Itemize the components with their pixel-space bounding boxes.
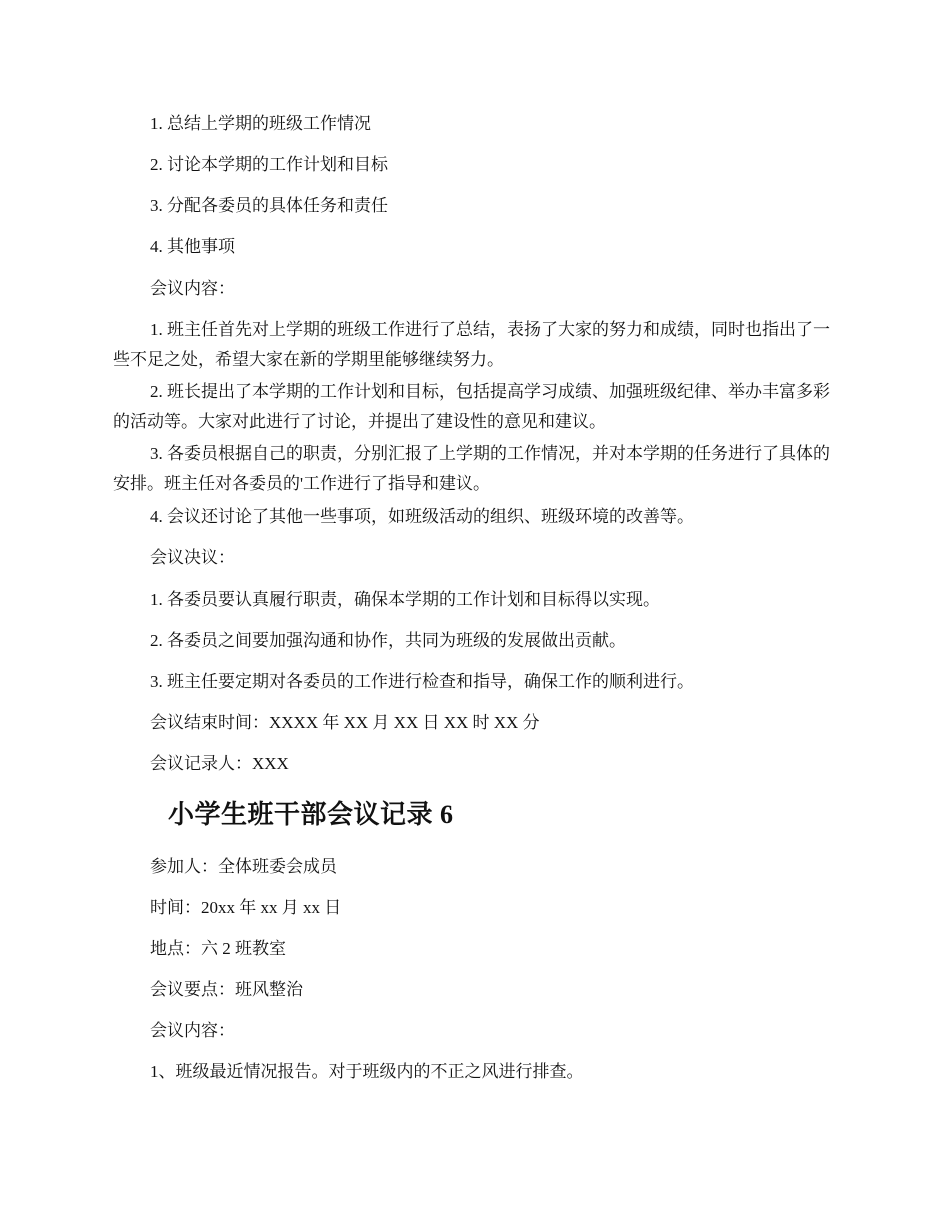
recorder: 会议记录人：XXX xyxy=(150,754,289,773)
agenda-item-2: 2. 讨论本学期的工作计划和目标 xyxy=(150,155,388,174)
resolution-label: 会议决议： xyxy=(150,548,235,567)
resolution-item-3: 3. 班主任要定期对各委员的工作进行检查和指导，确保工作的顺利进行。 xyxy=(150,672,694,691)
content-item-3: 3. 各委员根据自己的职责，分别汇报了上学期的工作情况，并对本学期的任务进行了具体的安排。班主任对各委员的'工作进行了指导和建议。 xyxy=(113,444,830,493)
meeting-time: 时间：20xx 年 xx 月 xx 日 xyxy=(150,898,342,917)
agenda-item-4: 4. 其他事项 xyxy=(150,237,235,256)
section-title: 小学生班干部会议记录 6 xyxy=(168,800,454,829)
end-time: 会议结束时间：XXXX 年 XX 月 XX 日 XX 时 XX 分 xyxy=(150,713,540,732)
content-item-report: 1、班级最近情况报告。对于班级内的不正之风进行排查。 xyxy=(150,1062,584,1081)
content-label-2: 会议内容： xyxy=(150,1021,235,1040)
content-item-4: 4. 会议还讨论了其他一些事项，如班级活动的组织、班级环境的改善等。 xyxy=(150,507,694,526)
agenda-item-1: 1. 总结上学期的班级工作情况 xyxy=(150,114,371,133)
resolution-item-2: 2. 各委员之间要加强沟通和协作，共同为班级的发展做出贡献。 xyxy=(150,631,626,650)
content-item-1: 1. 班主任首先对上学期的班级工作进行了总结，表扬了大家的努力和成绩，同时也指出了一些不足之处，希望大家在新的学期里能够继续努力。 xyxy=(113,320,830,369)
agenda-item-3: 3. 分配各委员的具体任务和责任 xyxy=(150,196,388,215)
content-item-2: 2. 班长提出了本学期的工作计划和目标，包括提高学习成绩、加强班级纪律、举办丰富多彩的活动等。大家对此进行了讨论，并提出了建设性的意见和建议。 xyxy=(113,382,830,431)
resolution-item-1: 1. 各委员要认真履行职责，确保本学期的工作计划和目标得以实现。 xyxy=(150,590,660,609)
participants: 参加人：全体班委会成员 xyxy=(150,857,337,876)
meeting-key-point: 会议要点：班风整治 xyxy=(150,980,303,999)
content-label: 会议内容： xyxy=(150,279,235,298)
meeting-location: 地点：六 2 班教室 xyxy=(150,939,286,958)
